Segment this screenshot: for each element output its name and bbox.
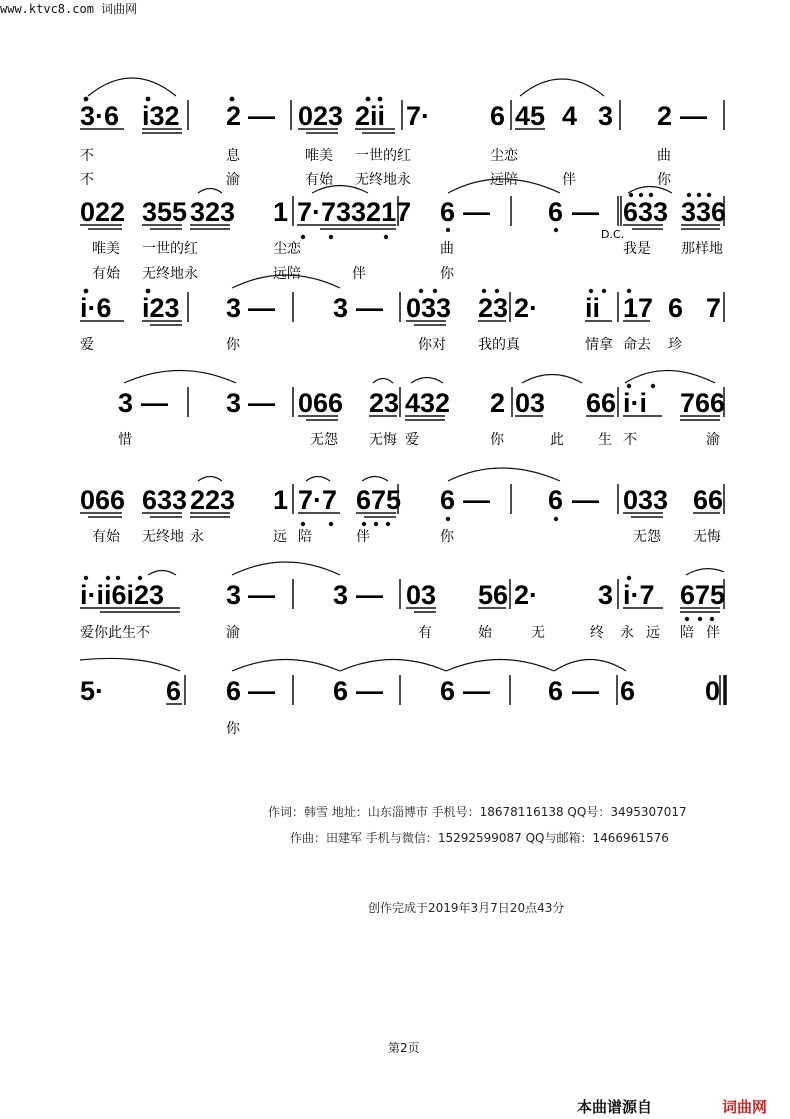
- lyrics-row-3: [80, 336, 682, 353]
- note: 6: [440, 676, 456, 706]
- lyric: 有始: [92, 529, 120, 545]
- underlines: [80, 129, 545, 133]
- note: 6: [668, 293, 684, 323]
- lyrics-row-6: [80, 624, 720, 641]
- lyrics-row-2a: [92, 240, 723, 257]
- lyric: 永: [190, 529, 204, 545]
- note: 766: [680, 388, 726, 418]
- footer-source-label: 本曲谱源自: [577, 1098, 653, 1116]
- note: 03: [406, 580, 437, 610]
- lyric: 你: [490, 432, 504, 448]
- lyrics-row-7: [226, 721, 241, 737]
- note: 17: [623, 293, 654, 323]
- slurs: [148, 562, 724, 575]
- note: 6: [490, 101, 506, 131]
- note: 6: [548, 676, 564, 706]
- note: —: [248, 293, 275, 323]
- note: 3: [333, 580, 349, 610]
- lyric: 我是: [623, 241, 651, 257]
- note: 3: [598, 580, 614, 610]
- note: 2ii: [355, 101, 386, 131]
- lyric: 远: [273, 529, 287, 545]
- note: 6: [166, 676, 182, 706]
- slurs: [80, 658, 626, 671]
- slurs: [198, 468, 560, 481]
- slurs: [88, 78, 604, 96]
- note: 6: [333, 676, 349, 706]
- note: 3: [226, 293, 242, 323]
- site-logo[interactable]: 词曲网: [722, 1098, 768, 1116]
- site-header: www.ktvc8.com 词曲网: [0, 2, 138, 16]
- note: —: [572, 676, 599, 706]
- note: —: [141, 388, 168, 418]
- lyric: 无怨: [633, 529, 661, 545]
- note: 3: [598, 101, 614, 131]
- note: 033: [623, 485, 669, 515]
- lyric: 远陪: [273, 266, 301, 282]
- lyric: 尘恋: [273, 241, 301, 257]
- note: 45: [515, 101, 546, 131]
- lyric: 曲: [440, 241, 454, 257]
- lyric: 渝: [706, 432, 720, 448]
- note: 0: [705, 676, 721, 706]
- note: i·i: [623, 388, 647, 418]
- note: —: [248, 676, 275, 706]
- score-row-4: [118, 371, 725, 449]
- note: —: [572, 485, 599, 515]
- lyric: 惜: [118, 432, 132, 448]
- note: 03: [515, 388, 546, 418]
- note: 23: [369, 388, 400, 418]
- note: 336: [681, 197, 727, 227]
- slurs: [198, 179, 672, 193]
- note: 2: [490, 388, 506, 418]
- lyric: 伴: [706, 625, 720, 641]
- lyric: 情拿: [585, 337, 613, 353]
- lyric: 爱你此生不: [80, 625, 150, 641]
- note: 675: [680, 580, 726, 610]
- note: 066: [298, 388, 344, 418]
- note: 2·: [514, 293, 539, 323]
- lyric: 尘恋: [490, 148, 518, 164]
- note: 432: [405, 388, 451, 418]
- note: 7·7: [298, 485, 338, 515]
- note: i·6: [80, 293, 112, 323]
- lyric: 远陪: [490, 172, 518, 188]
- lyric: 伴: [352, 266, 366, 282]
- lyric: 息: [226, 148, 240, 164]
- note: —: [356, 580, 383, 610]
- lyric: 爱: [405, 432, 419, 448]
- note: —: [248, 580, 275, 610]
- note: 633: [623, 197, 669, 227]
- lyric: 渝: [226, 625, 240, 641]
- lyric: 此: [550, 432, 564, 448]
- note: 3: [226, 388, 242, 418]
- note: i·ii6i23: [80, 580, 165, 610]
- note: 7: [706, 293, 722, 323]
- lyric: 一世的红: [142, 241, 198, 257]
- lyrics-row-1b: [80, 171, 672, 188]
- lyric: 陪: [298, 529, 312, 545]
- note: 5·: [80, 676, 105, 706]
- lyric: 不: [623, 432, 637, 448]
- note: —: [356, 293, 383, 323]
- lyric: 一世的红: [355, 148, 411, 164]
- lyric: 有始: [92, 266, 120, 282]
- lyric: 有: [418, 625, 432, 641]
- note: 3: [333, 293, 349, 323]
- lyric: 无: [531, 625, 545, 641]
- lyric: 远: [646, 625, 660, 641]
- lyric: 不: [80, 148, 94, 164]
- underlines: [298, 416, 720, 420]
- note: 66: [586, 388, 617, 418]
- note: 3: [226, 580, 242, 610]
- lyric: 无终地: [142, 529, 184, 545]
- note: 3: [118, 388, 134, 418]
- score-row-3: [80, 275, 724, 353]
- note: i23: [142, 293, 180, 323]
- lyric: 无悔: [693, 529, 721, 545]
- lyric: 唯美: [92, 241, 120, 257]
- lyric: 你: [226, 337, 240, 353]
- note: 355: [142, 197, 188, 227]
- lyrics-row-1a: [80, 147, 671, 164]
- lyric: 陪: [680, 625, 694, 641]
- lyric: 无悔: [369, 432, 397, 448]
- lyric: 你: [440, 266, 454, 282]
- note: 6: [440, 197, 456, 227]
- lyricist-credit: 作词：韩雪 地址：山东淄博市 手机号：18678116138 QQ号：3495307017: [268, 805, 687, 819]
- score-row-2: [80, 179, 726, 282]
- note: —: [680, 101, 707, 131]
- lyric: 珍: [668, 337, 682, 353]
- note: —: [248, 388, 275, 418]
- note: 6: [440, 485, 456, 515]
- note: 2: [226, 101, 242, 131]
- note: i32: [142, 101, 180, 131]
- note: 6: [226, 676, 242, 706]
- completion-date: 创作完成于2019年3月7日20点43分: [368, 901, 565, 915]
- note: —: [572, 197, 599, 227]
- octave-dots: [301, 517, 558, 526]
- note: 022: [80, 197, 126, 227]
- score-row-5: [80, 468, 724, 545]
- note: i·7: [623, 580, 655, 610]
- note: ii: [585, 293, 601, 323]
- note: 2·: [514, 580, 539, 610]
- lyric: 永: [620, 625, 634, 641]
- note: 3·6: [80, 101, 120, 131]
- lyric: 爱: [80, 337, 94, 353]
- note: 6: [548, 485, 564, 515]
- lyric: 无怨: [310, 432, 338, 448]
- note: —: [463, 485, 490, 515]
- note: 633: [142, 485, 188, 515]
- lyric: 命去: [623, 337, 651, 353]
- score-row-6: [80, 562, 725, 641]
- lyric: 渝: [226, 172, 240, 188]
- lyric: 你: [226, 721, 240, 737]
- note: 6: [548, 197, 564, 227]
- score-row-7: [80, 658, 725, 737]
- octave-dots: [84, 576, 714, 621]
- lyrics-row-5: [92, 528, 721, 545]
- slurs: [124, 371, 715, 384]
- note: 4: [562, 101, 578, 131]
- note: 033: [406, 293, 452, 323]
- lyric: 曲: [657, 148, 671, 164]
- composer-credit: 作曲：田建军 手机与微信：15292599087 QQ与邮箱：1466961576: [290, 831, 669, 845]
- dc-mark: D.C.: [601, 228, 625, 241]
- lyric: 不: [80, 172, 94, 188]
- note: 66: [693, 485, 724, 515]
- note: 323: [190, 197, 236, 227]
- note: —: [463, 676, 490, 706]
- lyric: 那样地: [681, 241, 723, 257]
- score-row-1: [80, 78, 724, 188]
- lyrics-row-2b: [92, 265, 455, 282]
- note: 6: [620, 676, 636, 706]
- note: 066: [80, 485, 126, 515]
- note: 223: [190, 485, 236, 515]
- note: 1: [273, 197, 289, 227]
- note: 7·733217: [297, 197, 412, 227]
- lyric: 我的真: [478, 337, 520, 353]
- lyric: 唯美: [305, 148, 333, 164]
- note: 56: [478, 580, 509, 610]
- lyric: 无终地永: [142, 266, 198, 282]
- lyric: 无终地永: [355, 172, 411, 188]
- note: —: [356, 676, 383, 706]
- lyric: 伴: [356, 529, 370, 545]
- note: —: [463, 197, 490, 227]
- lyric: 你对: [418, 337, 446, 353]
- note: —: [248, 101, 275, 131]
- lyrics-row-4: [118, 431, 720, 448]
- lyric: 伴: [562, 172, 576, 188]
- note: 1: [273, 485, 289, 515]
- note: 675: [356, 485, 402, 515]
- lyric: 终: [590, 625, 604, 641]
- note: 23: [478, 293, 509, 323]
- page-number: 第2页: [388, 1041, 420, 1055]
- lyric: 生: [598, 432, 612, 448]
- note: 7·: [406, 101, 431, 131]
- lyric: 你: [657, 172, 671, 188]
- note: 023: [298, 101, 344, 131]
- lyric: 有始: [305, 172, 333, 188]
- lyric: 你: [440, 529, 454, 545]
- lyric: 始: [478, 625, 492, 641]
- note: 2: [657, 101, 673, 131]
